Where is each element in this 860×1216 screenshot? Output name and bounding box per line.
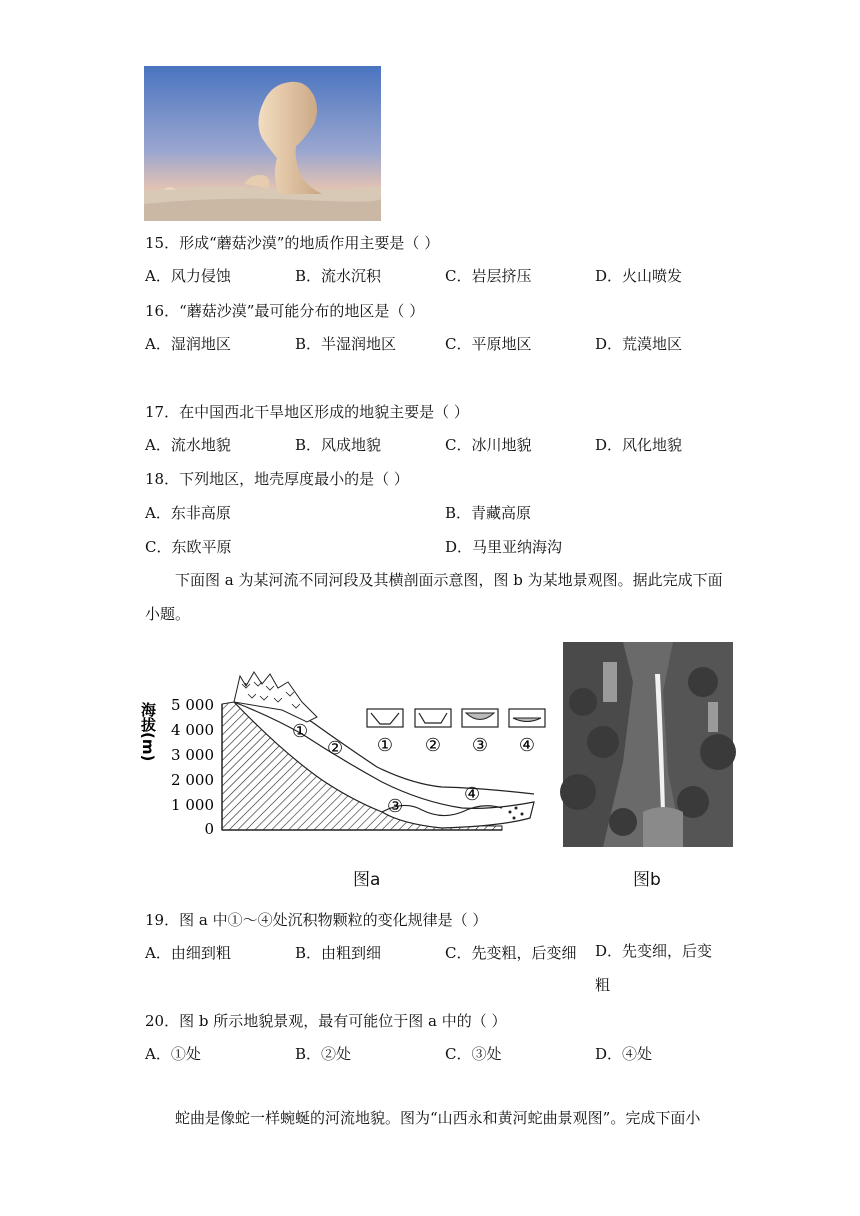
profile-marker-1: ①	[292, 721, 309, 742]
q17-option-c[interactable]: C．冰川地貌	[445, 436, 532, 454]
q16-option-a[interactable]: A．湿润地区	[145, 335, 231, 353]
question-18-stem: 18．下列地区，地壳厚度最小的是（ ）	[145, 470, 409, 488]
profile-marker-3: ③	[387, 796, 404, 817]
mushroom-rock-photo	[144, 66, 381, 221]
q17-option-d[interactable]: D．风化地貌	[595, 436, 683, 454]
q17-option-b[interactable]: B．风成地貌	[295, 436, 382, 454]
q18-option-a[interactable]: A．东非高原	[145, 504, 231, 522]
q19-option-a[interactable]: A．由细到粗	[145, 944, 231, 962]
axis-label-elevation: 海拔(m)	[139, 702, 157, 762]
question-17-stem: 17．在中国西北干旱地区形成的地貌主要是（ ）	[145, 403, 469, 421]
question-16-stem: 16．“蘑菇沙漠”最可能分布的地区是（ ）	[145, 302, 425, 320]
q15-option-b[interactable]: B．流水沉积	[295, 267, 382, 285]
tick-4000: 4 000	[171, 721, 214, 739]
intro-paragraph-2: 蛇曲是像蛇一样蜿蜒的河流地貌。图为“山西永和黄河蛇曲景观图”。完成下面小	[175, 1109, 701, 1127]
section-label-3: ③	[471, 735, 489, 756]
tick-5000: 5 000	[171, 696, 214, 714]
profile-marker-4: ④	[464, 784, 481, 805]
q19-option-c[interactable]: C．先变粗，后变细	[445, 944, 577, 962]
q18-option-b[interactable]: B．青藏高原	[445, 504, 532, 522]
q20-option-d[interactable]: D．④处	[595, 1045, 653, 1063]
q16-option-c[interactable]: C．平原地区	[445, 335, 532, 353]
q18-option-c[interactable]: C．东欧平原	[145, 538, 232, 556]
q16-option-d[interactable]: D．荒漠地区	[595, 335, 683, 353]
q15-option-c[interactable]: C．岩层挤压	[445, 267, 532, 285]
q16-option-b[interactable]: B．半湿润地区	[295, 335, 397, 353]
q20-option-b[interactable]: B．②处	[295, 1045, 352, 1063]
question-20-stem: 20．图 b 所示地貌景观，最有可能位于图 a 中的（ ）	[145, 1012, 507, 1030]
tick-2000: 2 000	[171, 771, 214, 789]
section-label-4: ④	[518, 735, 536, 756]
section-label-1: ①	[376, 735, 394, 756]
tick-1000: 1 000	[171, 796, 214, 814]
section-label-2: ②	[424, 735, 442, 756]
q19-option-d[interactable]: D．先变细，后变粗	[595, 942, 713, 994]
q18-option-d[interactable]: D．马里亚纳海沟	[445, 538, 563, 556]
figure-a-caption: 图a	[353, 870, 381, 890]
q19-option-b[interactable]: B．由粗到细	[295, 944, 382, 962]
tick-0: 0	[204, 820, 214, 838]
q20-option-c[interactable]: C．③处	[445, 1045, 502, 1063]
profile-marker-2: ②	[327, 738, 344, 759]
question-19-stem: 19．图 a 中①～④处沉积物颗粒的变化规律是（ ）	[145, 911, 488, 929]
q17-option-a[interactable]: A．流水地貌	[145, 436, 231, 454]
q15-option-d[interactable]: D．火山喷发	[595, 267, 683, 285]
question-15-stem: 15．形成“蘑菇沙漠”的地质作用主要是（ ）	[145, 234, 440, 252]
river-profile-diagram	[139, 662, 552, 892]
figure-b-caption: 图b	[633, 870, 661, 890]
intro-paragraph-1: 下面图 a 为某河流不同河段及其横剖面示意图，图 b 为某地景观图。据此完成下面小题。	[145, 571, 723, 623]
tick-3000: 3 000	[171, 746, 214, 764]
waterfall-photo	[563, 642, 733, 847]
q15-option-a[interactable]: A．风力侵蚀	[145, 267, 231, 285]
q20-option-a[interactable]: A．①处	[145, 1045, 201, 1063]
